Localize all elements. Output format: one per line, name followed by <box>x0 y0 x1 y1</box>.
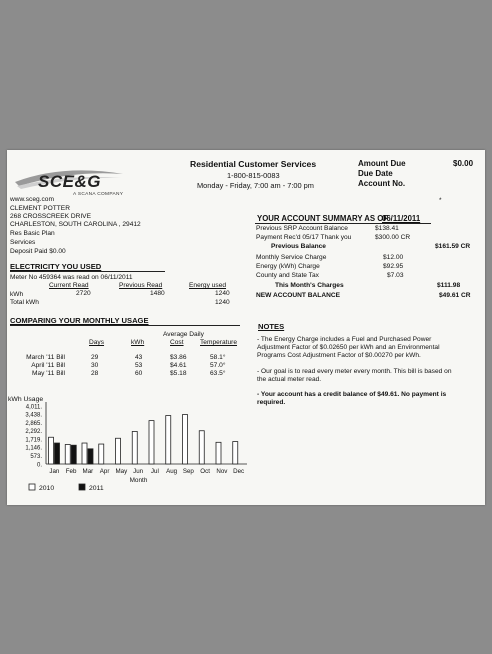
deposit-paid: Deposit Paid $0.00 <box>10 248 66 255</box>
x-tick-label: Apr <box>99 468 110 475</box>
kwh-value: 53 <box>135 362 143 369</box>
logo-tagline: A SCANA COMPANY <box>73 192 124 197</box>
summary-line-label: Energy (kWh) Charge <box>256 263 320 270</box>
summary-line-label: Monthly Service Charge <box>256 254 327 261</box>
notes-title: NOTES <box>258 322 285 331</box>
bill-label: March '11 Bill <box>26 354 65 361</box>
legend-swatch-2010 <box>29 484 35 490</box>
current-read-value: 2720 <box>76 290 91 297</box>
bar-2011 <box>88 449 93 464</box>
total-kwh-label: Total kWh <box>10 299 39 306</box>
previous-read-header: Previous Read <box>119 282 163 289</box>
y-tick-label: 4,011. <box>25 404 42 411</box>
note-line: Adjustment Factor of $0.02650 per kWh and an Environmental <box>257 344 440 351</box>
note-line: - The Energy Charge includes a Fuel and Purchased Power <box>257 336 432 343</box>
bar-2010 <box>132 431 137 464</box>
cost-value: $3.86 <box>170 354 187 361</box>
y-tick-label: 0. <box>36 462 42 469</box>
summary-line-total: $161.59 CR <box>435 243 471 250</box>
y-tick-label: 2,865. <box>25 420 42 427</box>
service-hours: Monday - Friday, 7:00 am - 7:00 pm <box>197 181 314 190</box>
summary-title: YOUR ACCOUNT SUMMARY AS OF <box>257 214 389 223</box>
bar-2010 <box>216 442 221 464</box>
y-tick-label: 2,292. <box>25 429 42 436</box>
summary-line-total: $111.98 <box>437 282 461 289</box>
days-value: 28 <box>91 370 99 377</box>
logo-name: SCE&G <box>38 172 101 191</box>
energy-used-value: 1240 <box>215 290 230 297</box>
bar-2010 <box>82 443 87 464</box>
bar-2010 <box>199 431 204 464</box>
bar-2010 <box>65 444 70 464</box>
summary-line-label: NEW ACCOUNT BALANCE <box>256 292 341 299</box>
y-tick-label: 1,719. <box>25 437 42 444</box>
x-tick-label: Jul <box>150 468 159 475</box>
kwh-value: 43 <box>135 354 143 361</box>
summary-line-label: Previous SRP Account Balance <box>256 225 348 232</box>
summary-line-amount: $300.00 CR <box>375 234 411 241</box>
summary-line-label: County and State Tax <box>256 272 319 279</box>
comparing-title: COMPARING YOUR MONTHLY USAGE <box>10 316 149 325</box>
kwh-label: kWh <box>10 291 24 298</box>
x-tick-label: Sep <box>182 468 194 475</box>
days-value: 29 <box>91 354 99 361</box>
account-no-label: Account No. <box>358 179 406 188</box>
website: www.sceg.com <box>10 196 54 203</box>
bill-label: May '11 Bill <box>31 370 65 377</box>
y-tick-label: 3,438. <box>25 412 42 419</box>
electricity-title: ELECTRICITY YOU USED <box>10 262 102 271</box>
legend-swatch-2011 <box>79 484 85 490</box>
x-tick-label: Aug <box>166 468 178 475</box>
bar-2011 <box>71 445 76 464</box>
meter-line: Meter No 459364 was read on 06/11/2011 <box>10 274 133 281</box>
average-daily-label: Average Daily <box>163 331 204 338</box>
note-line: the actual meter read. <box>257 376 322 383</box>
kwh-value: 60 <box>135 370 143 377</box>
summary-line-amount: $7.03 <box>387 272 404 279</box>
summary-line-amount: $12.00 <box>383 254 404 261</box>
y-tick-label: 573. <box>30 454 42 461</box>
kwh-usage-chart <box>7 150 485 505</box>
bar-2011 <box>55 443 60 464</box>
cost-value: $5.18 <box>170 370 187 377</box>
energy-used-header: Energy used <box>189 282 227 289</box>
days-header: Days <box>89 339 105 346</box>
note-line: - Our goal is to read every meter every month. This bill is based on <box>257 368 452 375</box>
bar-2010 <box>149 421 154 464</box>
y-tick-label: 1,146. <box>25 445 42 452</box>
service-title: Residential Customer Services <box>190 159 317 169</box>
x-tick-label: Mar <box>82 468 94 475</box>
x-tick-label: May <box>115 468 128 475</box>
amount-due-value: $0.00 <box>453 159 474 168</box>
bar-2010 <box>183 415 188 464</box>
cost-header: Cost <box>170 339 184 346</box>
cost-value: $4.61 <box>170 362 187 369</box>
summary-line-amount: $138.41 <box>375 225 399 232</box>
rate-plan: Res Basic Plan <box>10 230 55 237</box>
bar-2010 <box>116 438 121 464</box>
legend-label: 2011 <box>89 485 104 492</box>
asterisk-mark: * <box>439 197 442 204</box>
customer-city: CHARLESTON, SOUTH CAROLINA , 29412 <box>10 221 141 228</box>
note-line: Programs Cost Adjustment Factor of $0.00270 per kWh. <box>257 352 421 359</box>
temperature-header: Temperature <box>200 339 238 346</box>
summary-line-total: $49.61 CR <box>439 292 471 299</box>
customer-name: CLEMENT POTTER <box>10 205 70 212</box>
amount-due-label: Amount Due <box>358 159 406 168</box>
bar-2010 <box>233 442 238 464</box>
current-read-header: Current Read <box>49 282 89 289</box>
total-kwh-value: 1240 <box>215 299 230 306</box>
bar-2010 <box>166 416 171 464</box>
summary-line-label: Payment Rec'd 05/17 Thank you <box>256 234 352 241</box>
chart-title: kWh Usage <box>8 396 44 403</box>
summary-line-amount: $92.95 <box>383 263 404 270</box>
x-axis-label: Month <box>129 477 148 484</box>
temperature-value: 57.0° <box>210 362 226 369</box>
summary-line-label: This Month's Charges <box>275 282 344 289</box>
note-line: required. <box>257 399 286 406</box>
customer-street: 268 CROSSCREEK DRIVE <box>10 213 91 220</box>
x-tick-label: Feb <box>65 468 77 475</box>
x-tick-label: Jun <box>133 468 144 475</box>
summary-line-label: Previous Balance <box>271 243 326 250</box>
service-phone: 1-800-815-0083 <box>227 171 280 180</box>
bill-page <box>7 150 485 505</box>
days-value: 30 <box>91 362 99 369</box>
bar-2010 <box>99 444 104 464</box>
summary-date: 06/11/2011 <box>382 214 421 223</box>
temperature-value: 63.5° <box>210 370 226 377</box>
temperature-value: 58.1° <box>210 354 226 361</box>
bar-2010 <box>49 437 54 464</box>
services-label: Services <box>10 239 36 246</box>
summary-rule <box>255 223 431 224</box>
bill-label: April '11 Bill <box>31 362 65 369</box>
x-tick-label: Oct <box>200 468 210 475</box>
previous-read-value: 1480 <box>150 290 165 297</box>
kwh-header: kWh <box>131 339 145 346</box>
x-tick-label: Nov <box>216 468 228 475</box>
x-tick-label: Jan <box>49 468 60 475</box>
note-line: - Your account has a credit balance of $49.61. No payment is <box>257 391 447 398</box>
due-date-label: Due Date <box>358 169 393 178</box>
legend-label: 2010 <box>39 485 55 492</box>
x-tick-label: Dec <box>233 468 245 475</box>
